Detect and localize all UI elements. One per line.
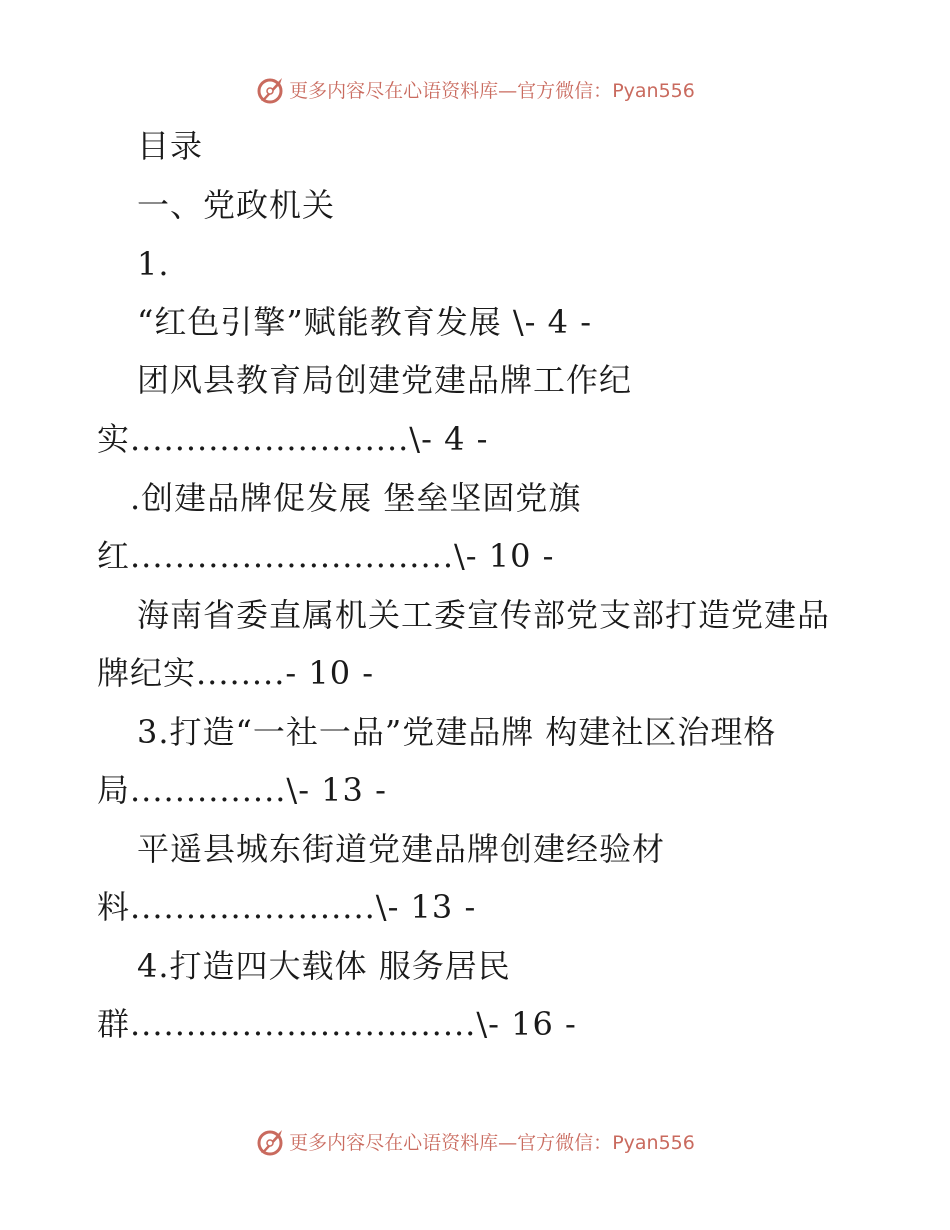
toc-entry-line: 实.........................\- 4 - xyxy=(97,420,489,458)
watermark-banner-bottom xyxy=(0,1128,950,1159)
toc-entry-line: 团风县教育局创建党建品牌工作纪 xyxy=(137,361,633,399)
watermark-site-text: 更多内容尽在心语资料库 xyxy=(289,80,499,102)
watermark-dash: — xyxy=(498,80,518,102)
toc-entry-line: 平遥县城东街道党建品牌创建经验材 xyxy=(137,830,666,868)
toc-entry-line: 4.打造四大载体 服务居民 xyxy=(137,947,511,985)
toc-section-heading: 一、党政机关 xyxy=(137,186,336,224)
toc-entry-line: 群...............................\- 16 - xyxy=(97,1005,577,1043)
watermark-banner-top xyxy=(0,76,950,107)
toc-entry-line: 料......................\- 13 - xyxy=(97,888,477,926)
toc-entry-line: 3.打造“一社一品”党建品牌 构建社区治理格 xyxy=(137,713,777,751)
toc-entry-line: 红.............................\- 10 - xyxy=(97,537,555,575)
toc-entry-line: 局..............\- 13 - xyxy=(97,771,387,809)
toc-entry-line: “红色引擎”赋能教育发展 \- 4 - xyxy=(137,303,593,341)
toc-entry-line: 海南省委直属机关工委宣传部党支部打造党建品 xyxy=(137,596,831,634)
watermark-site-text: 更多内容尽在心语资料库 xyxy=(289,1132,499,1154)
watermark-wechat-id: Pyan556 xyxy=(612,80,695,102)
watermark-wechat-text: 官方微信： xyxy=(517,1132,613,1154)
quill-pen-circle-icon xyxy=(255,75,285,105)
watermark-wechat-id: Pyan556 xyxy=(612,1132,695,1154)
toc-title: 目录 xyxy=(137,127,204,165)
toc-entry-line: 1. xyxy=(137,245,170,283)
watermark-wechat-text: 官方微信： xyxy=(517,80,613,102)
watermark-dash: — xyxy=(498,1132,518,1154)
quill-pen-circle-icon xyxy=(255,1127,285,1157)
toc-entry-line: 牌纪实........- 10 - xyxy=(97,654,375,692)
toc-entry-line: .创建品牌促发展 堡垒坚固党旗 xyxy=(130,479,582,517)
